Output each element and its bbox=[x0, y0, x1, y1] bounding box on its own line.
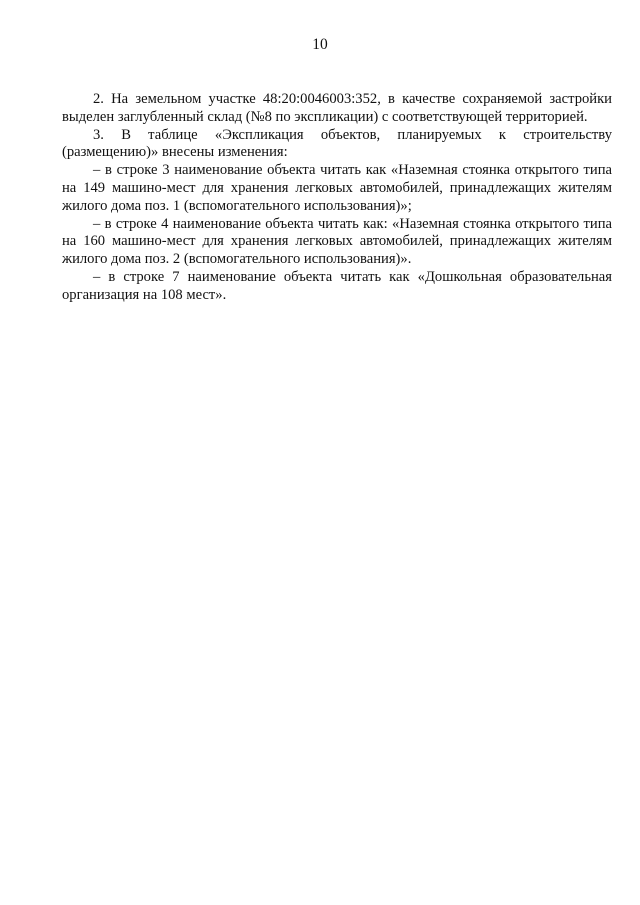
paragraph-row-4-change: – в строке 4 наименование объекта читать как: «Наземная стоянка открытого типа на 160 машино-мест для хранения легковых автомобилей, принадлежащих жителям жилого дома поз. 2 (вспомогательного использования)». bbox=[62, 215, 612, 268]
page-number: 10 bbox=[312, 36, 328, 53]
paragraph-item-3: 3. В таблице «Экспликация объектов, планируемых к строительству (размещению)» внесены изменения: bbox=[62, 126, 612, 161]
paragraph-row-7-change: – в строке 7 наименование объекта читать как «Дошкольная образовательная организация на 108 мест». bbox=[62, 268, 612, 303]
document-body bbox=[62, 91, 612, 305]
paragraph-row-3-change: – в строке 3 наименование объекта читать как «Наземная стоянка открытого типа на 149 машино-мест для хранения легковых автомобилей, принадлежащих жителям жилого дома поз. 1 (вспомогательного использования)»; bbox=[62, 162, 612, 214]
paragraph-item-2: 2. На земельном участке 48:20:0046003:352, в качестве сохраняемой застройки выделен заглубленный склад (№8 по экспликации) с соответствующей территорией. bbox=[62, 91, 612, 125]
